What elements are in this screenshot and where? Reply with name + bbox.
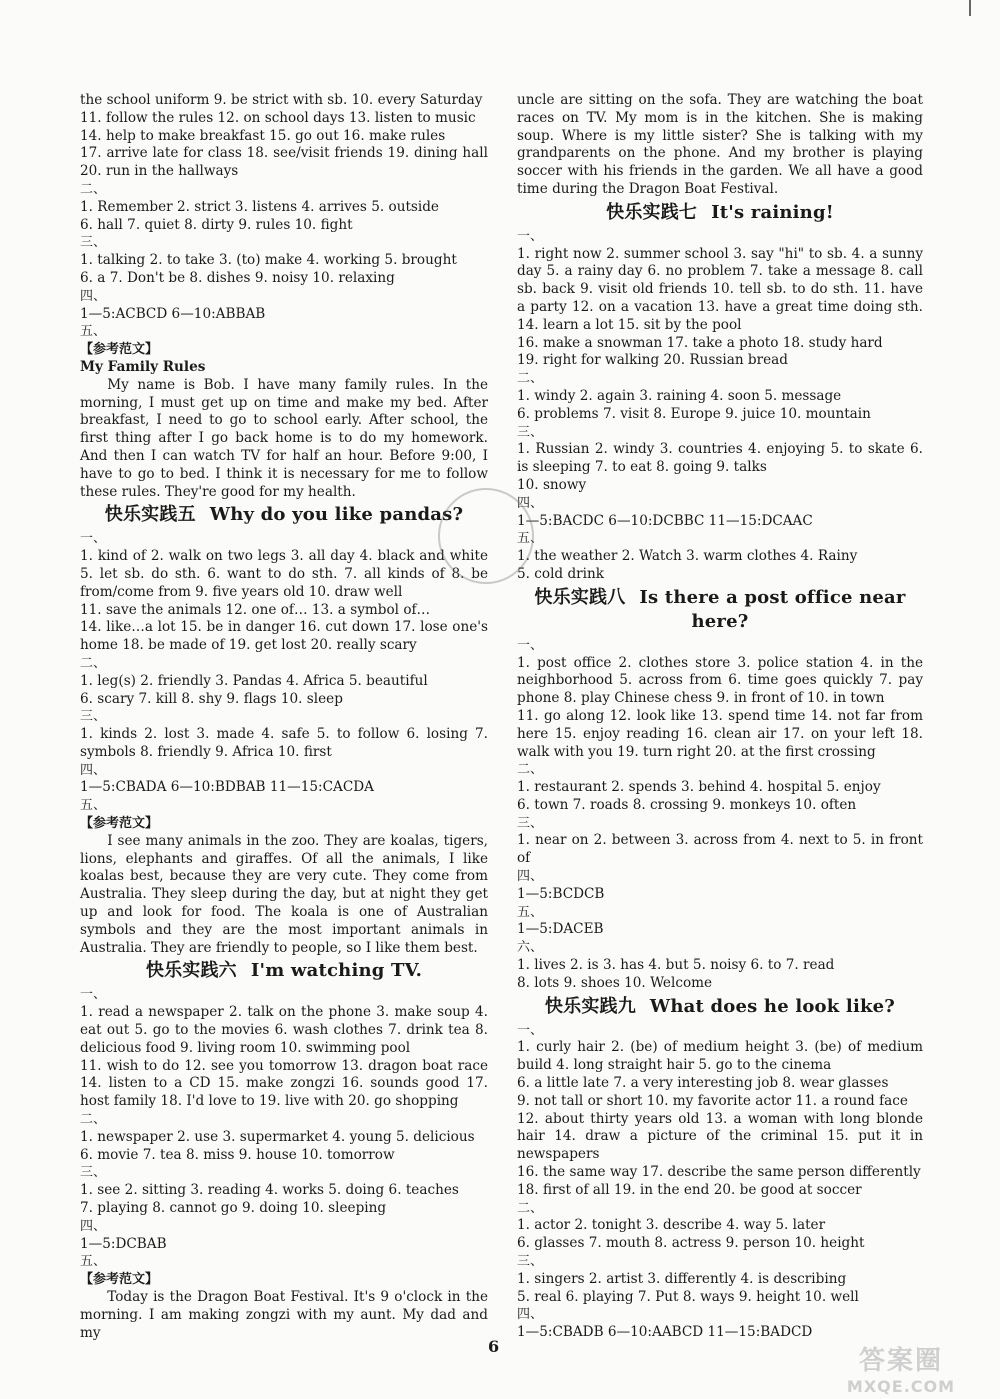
chapter-8-en: Is there a post office near here? [639, 586, 906, 632]
answer-line: 19. right for walking 20. Russian bread [517, 352, 788, 369]
page-number: 6 [488, 1337, 500, 1356]
answer-line: 1. actor 2. tonight 3. describe 4. way 5. later [517, 1217, 826, 1234]
answer-line: 1. the weather 2. Watch 3. warm clothes 4. Rainy [517, 548, 858, 565]
section-marker: 四、 [517, 495, 544, 511]
answer-line: 10. snowy [517, 476, 587, 493]
essay-title: My Family Rules [80, 358, 206, 375]
chapter-5-heading [80, 503, 488, 527]
answer-line: 1. restaurant 2. spends 3. behind 4. hospital 5. enjoy [517, 779, 881, 796]
answer-line: 11. follow the rules 12. on school days 13. listen to music [80, 109, 476, 126]
chapter-5-en: Why do you like pandas? [209, 504, 464, 526]
section-marker: 三、 [80, 235, 107, 251]
answer-line: 6. a 7. Don't be 8. dishes 9. noisy 10. relaxing [80, 269, 395, 286]
answer-line: 1—5:CBADA 6—10:BDBAB 11—15:CACDA [80, 779, 374, 796]
section-marker: 四、 [80, 288, 107, 304]
answer-line: 9. not tall or short 10. my favorite actor 11. a round face [517, 1092, 908, 1109]
answer-line: 1. kind of 2. walk on two legs 3. all day 4. black and white 5. let sb. do sth. 6. want to do sth. 7. all kinds of 8. be from/come from 9. five years old 10. draw well [80, 548, 488, 600]
section-marker: 三、 [517, 815, 544, 831]
answer-line: 6. scary 7. kill 8. shy 9. flags 10. sleep [80, 690, 343, 707]
section-marker: 三、 [80, 1165, 107, 1181]
answer-line: 1. post office 2. clothes store 3. police station 4. in the neighborhood 5. across from 6. time goes quickly 7. pay phone 8. play Chinese chess 9. in front of 10. in town [517, 654, 923, 707]
chapter-7-heading [517, 201, 923, 225]
chapter-5-cn: 快乐实践五 [104, 504, 196, 526]
answer-line: 16. the same way 17. describe the same person differently [517, 1164, 921, 1181]
essay-text: I see many animals in the zoo. They are koalas, tigers, lions, elephants and giraffes. Of all the animals, I like koalas best, because they are very cute. They come from Australia. They sleep during the day, but at night they get up and look for food. The koala is one of Australian symbols and they are the most important animals in Australia. They are friendly to people, so I like them best. [80, 832, 488, 956]
site-logo [826, 1340, 976, 1394]
answer-line: 1. windy 2. again 3. raining 4. soon 5. message [517, 387, 842, 404]
chapter-6-en: I'm watching TV. [250, 960, 423, 982]
chapter-8-heading [517, 586, 923, 634]
answers-block-a [80, 92, 488, 341]
section-marker: 六、 [517, 940, 544, 956]
essay-text: My name is Bob. I have many family rules. In the morning, I must get up on time and make my bed. After breakfast, I need to go to school early. After school, the first thing after I go back home is to do my homework. And then I can watch TV for half an hour. Before 9:00, I have to go to bed. I think it is necessary for me to follow these rules. They're good for my health. [80, 376, 488, 500]
answer-line: 1—5:CBADB 6—10:AABCD 11—15:BADCD [517, 1324, 813, 1341]
answer-line: 1. leg(s) 2. friendly 3. Pandas 4. Africa 5. beautiful [80, 672, 428, 689]
reference-essay-label: 【参考范文】 [80, 342, 159, 358]
answer-line: 1. lives 2. is 3. has 4. but 5. noisy 6. to 7. read [517, 957, 835, 974]
chapter-7-cn: 快乐实践七 [606, 201, 698, 223]
section-marker: 五、 [80, 798, 107, 814]
answer-line: 5. real 6. playing 7. Put 8. ways 9. height 10. well [517, 1288, 859, 1305]
section-marker: 一、 [517, 637, 544, 653]
answer-line: 1. Russian 2. windy 3. countries 4. enjoying 5. to skate 6. is sleeping 7. to eat 8. going 9. talks [517, 441, 923, 476]
answer-line: 5. cold drink [517, 565, 604, 582]
answer-line: 1. newspaper 2. use 3. supermarket 4. young 5. delicious [80, 1128, 475, 1145]
answer-line: 1. talking 2. to take 3. (to) make 4. working 5. brought [80, 252, 457, 269]
section-marker: 五、 [517, 904, 544, 920]
answer-line: 14. help to make breakfast 15. go out 16. make rules [80, 127, 446, 144]
answer-line: 1. see 2. sitting 3. reading 4. works 5. doing 6. teaches [80, 1182, 459, 1199]
section-marker: 一、 [517, 1022, 544, 1038]
answer-line: 1—5:DACEB [517, 921, 604, 938]
answer-line: 1. right now 2. summer school 3. say "hi" to sb. 4. a sunny day 5. a rainy day 6. no problem 7. take a message 8. call sb. back 9. visit old friends 10. tell sb. to do sth. 11. have a party 12. on a vacation 13. have a great time doing sth. 14. learn a lot 15. sit by the pool [517, 245, 923, 333]
answer-line: 17. arrive late for class 18. see/visit friends 19. dining hall 20. run in the hallways [80, 145, 488, 180]
answer-line: 1—5:BCDCB [517, 885, 605, 902]
answer-line: 6. movie 7. tea 8. miss 9. house 10. tomorrow [80, 1146, 395, 1163]
answer-line: 1—5:BACDC 6—10:DCBBC 11—15:DCAAC [517, 512, 813, 529]
chapter-6-cn: 快乐实践六 [145, 960, 237, 982]
section-marker: 四、 [517, 1307, 544, 1323]
section-marker: 五、 [80, 324, 107, 340]
section-marker: 四、 [80, 762, 107, 778]
answer-line: 8. lots 9. shoes 10. Welcome [517, 974, 713, 991]
essay-text: Today is the Dragon Boat Festival. It's 9 o'clock in the morning. I am making zongzi with my aunt. My dad and my [80, 1289, 488, 1341]
answer-line: 1. curly hair 2. (be) of medium height 3. (be) of medium build 4. long straight hair 5. go to the cinema [517, 1039, 923, 1074]
answers-block-d [517, 228, 923, 584]
answer-line: 16. make a snowman 17. take a photo 18. study hard [517, 334, 883, 351]
section-marker: 一、 [517, 228, 544, 244]
reference-essay-label: 【参考范文】 [80, 816, 159, 832]
answer-line: 14. like…a lot 15. be in danger 16. cut down 17. lose one's home 18. be made of 19. get lost 20. really scary [80, 619, 488, 654]
section-marker: 一、 [80, 531, 107, 547]
essay-text-continued: uncle are sitting on the sofa. They are watching the boat races on TV. My mom is in the kitchen. She is making soup. Where is my little sister? She is talking with my grandparents on the phone. And my brother is playing soccer with his friends in the garden. We all have a good time during the Dragon Boat Festival. [517, 92, 923, 197]
answer-line: 6. hall 7. quiet 8. dirty 9. rules 10. fight [80, 216, 353, 233]
edge-mark [969, 0, 971, 16]
chapter-9-heading [517, 995, 923, 1019]
section-marker: 二、 [80, 181, 107, 197]
answer-line: 6. glasses 7. mouth 8. actress 9. person 10. height [517, 1235, 865, 1252]
right-column [517, 92, 923, 1342]
answers-block-f [517, 1022, 923, 1342]
section-marker: 五、 [517, 531, 544, 547]
section-marker: 四、 [80, 1218, 107, 1234]
section-marker: 二、 [517, 1200, 544, 1216]
answer-line: 1. Remember 2. strict 3. listens 4. arrives 5. outside [80, 198, 439, 215]
answer-line: the school uniform 9. be strict with sb. 10. every Saturday [80, 92, 483, 108]
answer-line: 6. problems 7. visit 8. Europe 9. juice 10. mountain [517, 405, 871, 422]
section-marker: 二、 [517, 762, 544, 778]
section-marker: 二、 [517, 371, 544, 387]
chapter-7-en: It's raining! [711, 201, 834, 223]
reference-essay-label: 【参考范文】 [80, 1272, 159, 1288]
chapter-9-cn: 快乐实践九 [544, 995, 636, 1017]
section-marker: 三、 [517, 424, 544, 440]
chapter-6-heading [80, 959, 488, 983]
section-marker: 一、 [80, 987, 107, 1003]
logo-url: MXQE.COM [846, 1377, 956, 1396]
section-marker: 五、 [80, 1254, 107, 1270]
section-marker: 三、 [80, 709, 107, 725]
section-marker: 二、 [80, 1112, 107, 1128]
answer-line: 1—5:ACBCD 6—10:ABBAB [80, 305, 266, 322]
answer-line: 6. a little late 7. a very interesting job 8. wear glasses [517, 1075, 889, 1092]
answer-line: 11. go along 12. look like 13. spend time 14. not far from here 15. enjoy reading 16. clean air 17. on your left 18. walk with you 19. turn right 20. at the first crossing [517, 707, 923, 760]
answer-line: 12. about thirty years old 13. a woman with long blonde hair 14. draw a picture of the criminal 15. put it in newspapers [517, 1110, 923, 1163]
answer-line: 1—5:DCBAB [80, 1235, 167, 1252]
answer-line: 11. wish to do 12. see you tomorrow 13. dragon boat race 14. listen to a CD 15. make zongzi 16. sounds good 17. host family 18. I'd love to 19. live with 20. go shopping [80, 1057, 488, 1110]
answer-line: 1. near on 2. between 3. across from 4. next to 5. in front of [517, 832, 923, 867]
section-marker: 四、 [517, 869, 544, 885]
section-marker: 二、 [80, 655, 107, 671]
chapter-8-cn: 快乐实践八 [534, 586, 626, 608]
logo-text: 答案圈 [858, 1346, 943, 1376]
answer-line: 1. singers 2. artist 3. differently 4. is describing [517, 1270, 847, 1287]
answer-line: 7. playing 8. cannot go 9. doing 10. sleeping [80, 1200, 387, 1217]
section-marker: 三、 [517, 1254, 544, 1270]
answer-line: 6. town 7. roads 8. crossing 9. monkeys 10. often [517, 796, 857, 813]
answers-block-e [517, 637, 923, 993]
answer-line: 18. first of all 19. in the end 20. be good at soccer [517, 1181, 862, 1198]
answer-line: 1. read a newspaper 2. talk on the phone 3. make soup 4. eat out 5. go to the movies 6. wash clothes 7. drink tea 8. delicious food 9. living room 10. swimming pool [80, 1004, 488, 1056]
answer-line: 1. kinds 2. lost 3. made 4. safe 5. to follow 6. losing 7. symbols 8. friendly 9. Africa 10. first [80, 726, 488, 760]
answer-line: 11. save the animals 12. one of… 13. a symbol of… [80, 601, 431, 618]
chapter-9-en: What does he look like? [649, 995, 896, 1017]
